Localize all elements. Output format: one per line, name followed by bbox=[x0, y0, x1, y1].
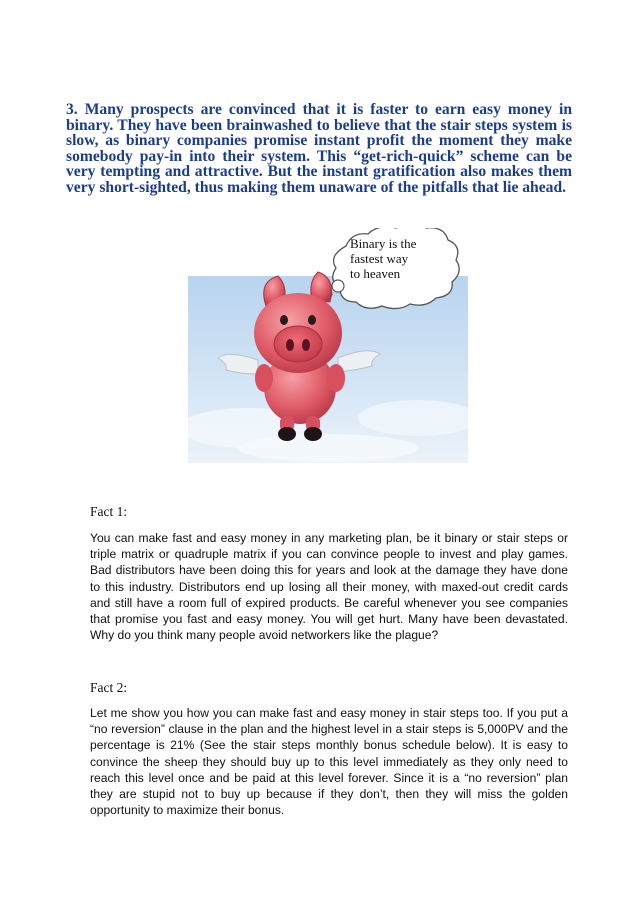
flying-pig-illustration bbox=[188, 228, 468, 463]
bubble-line-1: Binary is the bbox=[350, 236, 417, 251]
point-text: Many prospects are convinced that it is faster to earn easy money in binary. They have been brainwashed to believe that the stair steps system is slow, as binary companies promise instant profit the moment they make somebody pay-in into their system. This “get-rich-quick” scheme can be very tempting and attractive. But the instant gratification also makes them very short-sighted, thus making them unaware of the pitfalls that lie ahead. bbox=[66, 101, 572, 196]
bubble-line-3: to heaven bbox=[350, 266, 401, 281]
fact-1-body: You can make fast and easy money in any marketing plan, be it binary or stair steps or triple matrix or quadruple matrix if you can convince people to invest and play games. Bad distributors have been doing this for years and look at the damage they have done to this industry. Distributors end up losing all their money, with maxed-out credit cards and still have a room full of expired products. Be careful whenever you see companies that promise you fast and easy money. You will get hurt. Many have been devastated. Why do you think many people avoid networkers like the plague? bbox=[90, 531, 568, 643]
point-3-paragraph bbox=[66, 102, 572, 196]
bubble-line-2: fastest way bbox=[350, 251, 409, 266]
fact-2-body: Let me show you how you can make fast and easy money in stair steps too. If you put a “no reversion” clause in the plan and the highest level in a stair steps is 5,000PV and the percentage is 21% (See the stair steps monthly bonus schedule below). It is easy to convince the sheep they should buy up to this level immediately as they only need to reach this level once and be paid at this level forever. Since it is a “no reversion” plan they are stupid not to buy up because if they don’t, then they will miss the golden opportunity to maximize their bonus. bbox=[90, 706, 568, 818]
fact-1-title: Fact 1: bbox=[90, 504, 128, 519]
point-number: 3. bbox=[66, 101, 78, 118]
fact-2-title: Fact 2: bbox=[90, 680, 128, 695]
